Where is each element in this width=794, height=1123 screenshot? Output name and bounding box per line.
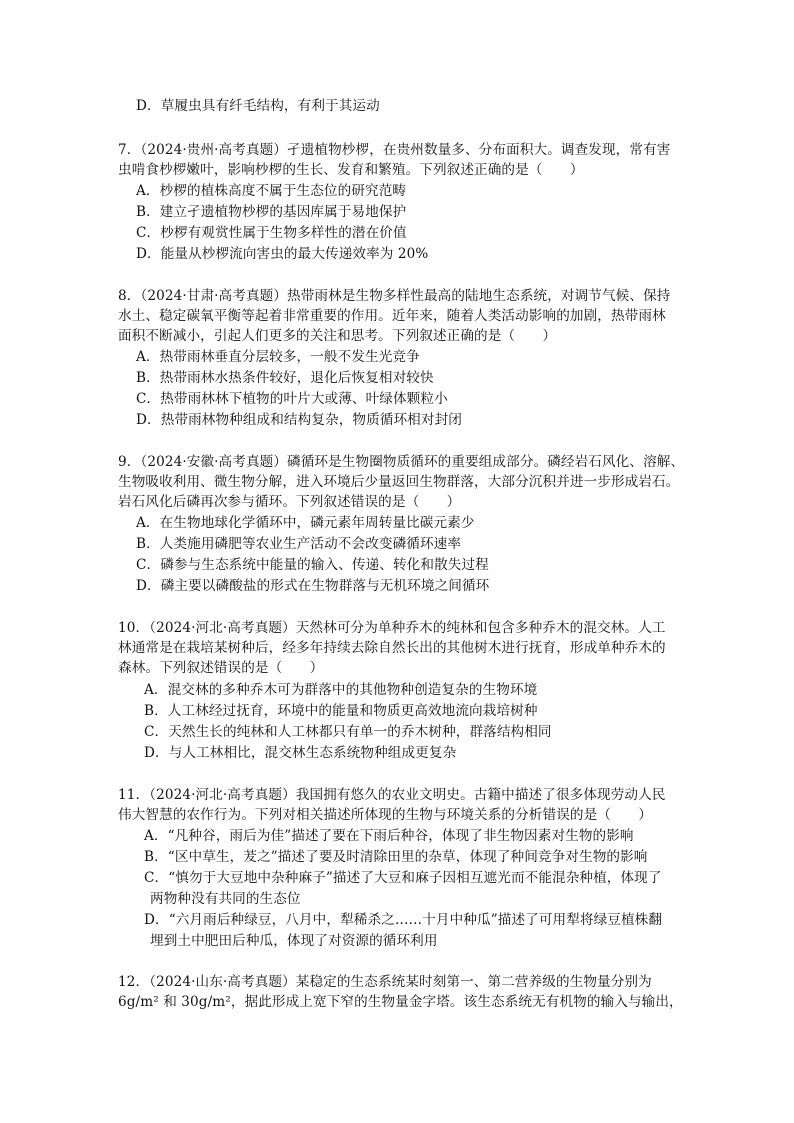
- question-stem-line: 9．（2024·安徽·高考真题）磷循环是生物圈物质循环的重要组成部分。磷经岩石风化、溶解、: [118, 454, 685, 470]
- option-c-continuation: 两物种没有共同的生态位: [150, 891, 301, 907]
- option-a: A．混交林的多种乔木可为群落中的其他物种创造复杂的生物环境: [144, 682, 538, 698]
- option-b: B．建立孑遗植物杪椤的基因库属于易地保护: [136, 204, 407, 220]
- question-stem-line: 10．（2024·河北·高考真题）天然林可分为单种乔木的纯林和包含多种乔木的混交林。人工: [118, 620, 666, 636]
- option-a: A．“凡种谷，雨后为佳”描述了要在下雨后种谷，体现了非生物因素对生物的影响: [144, 828, 634, 844]
- option-b: B．“区中草生，茇之”描述了要及时清除田里的杂草，体现了种间竞争对生物的影响: [144, 849, 648, 865]
- option-a: A．杪椤的植株高度不属于生态位的研究范畴: [136, 183, 407, 199]
- option-d: D．能量从杪椤流向害虫的最大传递效率为 20%: [136, 246, 429, 262]
- question-stem-line: 伟大智慧的农作行为。下列对相关描述所体现的生物与环境关系的分析错误的是（ ）: [118, 807, 653, 823]
- option-a: A．热带雨林垂直分层较多，一般不发生光竞争: [136, 349, 420, 365]
- option-c: C．磷参与生态系统中能量的输入、传递、转化和散失过程: [136, 557, 489, 573]
- option-a: A．在生物地球化学循环中，磷元素年周转量比碳元素少: [136, 515, 475, 531]
- option-d: D．“六月雨后种绿豆，八月中，犁稀杀之……十月中种瓜”描述了可用犁将绿豆植株翻: [144, 912, 663, 928]
- option-d: D．热带雨林物种组成和结构复杂，物质循环相对封闭: [136, 412, 462, 428]
- question-stem-line: 面积不断减小，引起人们更多的关注和思考。下列叙述正确的是（ ）: [118, 328, 557, 344]
- option-b: B．热带雨林水热条件较好，退化后恢复相对较快: [136, 370, 434, 386]
- option-d-continuation: 埋到土中肥田后种瓜，体现了对资源的循环利用: [150, 933, 438, 949]
- option-c: C．天然生长的纯林和人工林都只有单一的乔木树种，群落结构相同: [144, 724, 552, 740]
- question-stem-line: 水土、稳定碳氧平衡等起着非常重要的作用。近年来，随着人类活动影响的加剧，热带雨林: [118, 308, 666, 324]
- option-c: C．杪椤有观赏性属于生物多样性的潜在价值: [136, 225, 407, 241]
- question-stem-line: 11．（2024·河北·高考真题）我国拥有悠久的农业文明史。古籍中描述了很多体现劳动人民: [118, 787, 666, 803]
- option-b: B．人类施用磷肥等农业生产活动不会改变磷循环速率: [136, 536, 462, 552]
- question-stem-line: 虫啃食杪椤嫩叶，影响杪椤的生长、发育和繁殖。下列叙述正确的是（ ）: [118, 162, 584, 178]
- question-stem-line: 8．（2024·甘肃·高考真题）热带雨林是生物多样性最高的陆地生态系统，对调节气候、保持: [118, 288, 671, 304]
- option-c: C．热带雨林林下植物的叶片大或薄、叶绿体颗粒小: [136, 391, 448, 407]
- previous-question-option-d: D．草履虫具有纤毛结构，有利于其运动: [136, 98, 380, 114]
- question-stem-line: 12．（2024·山东·高考真题）某稳定的生态系统某时刻第一、第二营养级的生物量分别为: [118, 974, 652, 990]
- option-c: C．“慎勿于大豆地中杂种麻子”描述了大豆和麻子因相互遮光而不能混杂种植，体现了: [144, 870, 662, 886]
- question-stem-line: 7．（2024·贵州·高考真题）孑遗植物杪椤，在贵州数量多、分布面积大。调查发现，常有害: [118, 142, 671, 158]
- question-stem-line: 林通常是在栽培某树种后，经多年持续去除自然长出的其他树木进行抚育，形成单种乔木的: [118, 640, 666, 656]
- option-d: D．磷主要以磷酸盐的形式在生物群落与无机环境之间循环: [136, 578, 490, 594]
- question-stem-line: 岩石风化后磷再次参与循环。下列叙述错误的是（ ）: [118, 494, 461, 510]
- question-stem-line: 森林。下列叙述错误的是（ ）: [118, 660, 324, 676]
- question-stem-line: 6g/m² 和 30g/m²，据此形成上宽下窄的生物量金字塔。该生态系统无有机物的输入与输出，: [118, 994, 683, 1010]
- option-d: D．与人工林相比，混交林生态系统物种组成更复杂: [144, 745, 457, 761]
- question-stem-line: 生物吸收利用、微生物分解，进入环境后少量返回生物群落，大部分沉积并进一步形成岩石。: [118, 474, 680, 490]
- option-b: B．人工林经过抚育，环境中的能量和物质更高效地流向栽培树种: [144, 703, 538, 719]
